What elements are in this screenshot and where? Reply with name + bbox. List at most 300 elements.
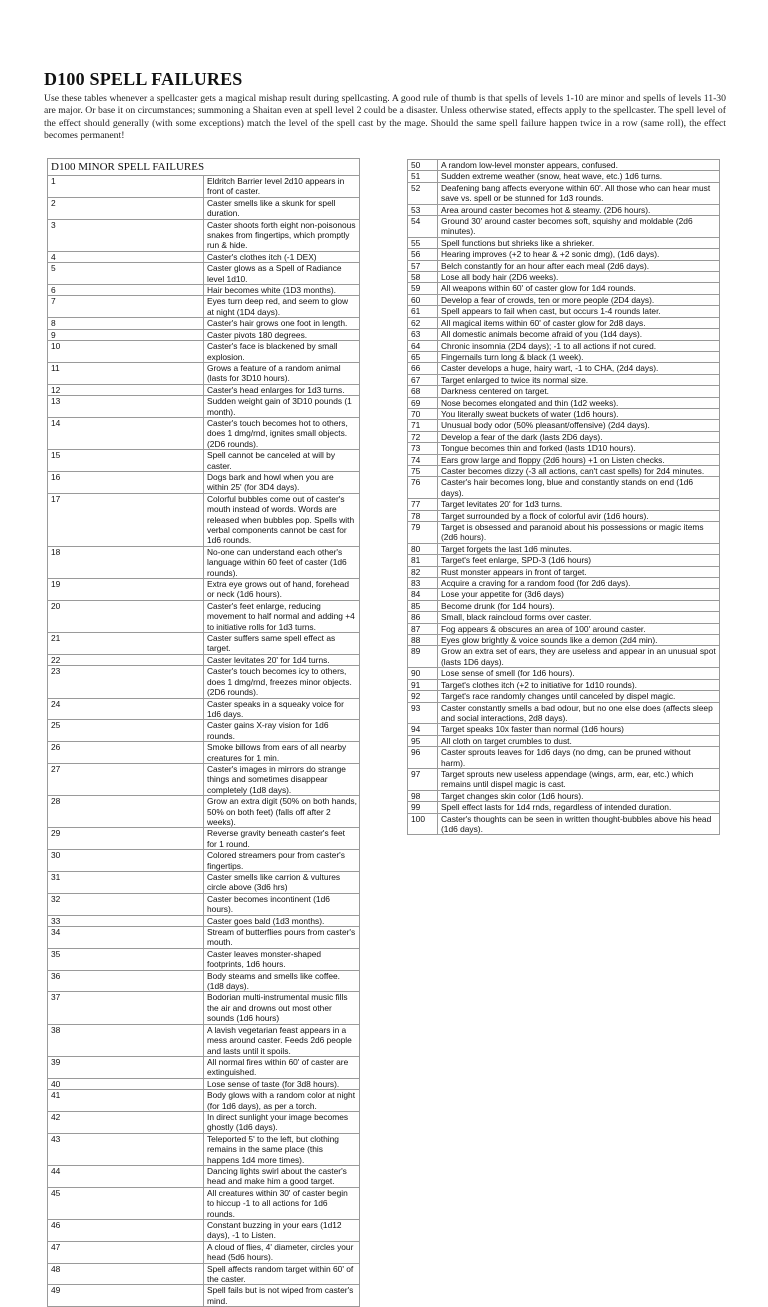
roll-number: 16 (48, 471, 204, 493)
failure-effect: Spell effect lasts for 1d4 rnds, regardless of intended duration. (438, 802, 720, 813)
failure-effect: Grow an extra digit (50% on both hands, 50% on both feet) (falls off after 2 weeks). (204, 796, 360, 828)
failure-effect: Target levitates 20' for 1d3 turns. (438, 499, 720, 510)
failure-effect: Caster suffers same spell effect as target. (204, 633, 360, 655)
table-row (48, 493, 360, 546)
failure-effect: Grow an extra set of ears, they are useless and appear in an unusual spot (lasts 1D6 days). (438, 646, 720, 668)
failure-effect: Target changes skin color (1d6 hours). (438, 790, 720, 801)
failure-effect: Dogs bark and howl when you are within 25' (for 3D4 days). (204, 471, 360, 493)
failure-effect: Grows a feature of a random animal (lasts for 3D10 hours). (204, 362, 360, 384)
table-row (48, 1165, 360, 1187)
table-row (48, 763, 360, 795)
failure-effect: Eyes glow brightly & voice sounds like a demon (2d4 min). (438, 635, 720, 646)
table-row (48, 1187, 360, 1219)
table-row (408, 260, 720, 271)
roll-number: 51 (408, 171, 438, 182)
roll-number: 82 (408, 566, 438, 577)
table-row (408, 351, 720, 362)
table-row (48, 296, 360, 318)
roll-number: 96 (408, 747, 438, 769)
roll-number: 9 (48, 329, 204, 340)
roll-number: 61 (408, 306, 438, 317)
table-row (408, 272, 720, 283)
table-row (48, 471, 360, 493)
table-row (48, 742, 360, 764)
minor-failures-table-right (407, 159, 720, 835)
table-row (408, 600, 720, 611)
failure-effect: Eyes turn deep red, and seem to glow at night (1D4 days). (204, 296, 360, 318)
roll-number: 94 (408, 724, 438, 735)
table-row (48, 362, 360, 384)
failure-effect: Target forgets the last 1d6 minutes. (438, 543, 720, 554)
roll-number: 66 (408, 363, 438, 374)
failure-effect: Spell functions but shrieks like a shrieker. (438, 237, 720, 248)
failure-effect: All cloth on target crumbles to dust. (438, 735, 720, 746)
roll-number: 15 (48, 450, 204, 472)
failure-effect: Dancing lights swirl about the caster's head and make him a good target. (204, 1165, 360, 1187)
intro-paragraph: Use these tables whenever a spellcaster gets a magical mishap result during spellcasting. A good rule of thumb is that spells of levels 1-10 are minor and spells of levels 11-30 are major. Or base it on circumstances; summoning a Shaitan even at spell level 2 could be a disaster. Unless otherwise stated, effects apply to the spellcaster. The spell level of the effect should generally (with some exceptions) match the level of the spell cast by the mage. Should the same spell failure happen twice in a row (same roll), the effect becomes permanent! (44, 93, 726, 142)
roll-number: 23 (48, 666, 204, 698)
failure-effect: Target's clothes itch (+2 to initiative for 1d10 rounds). (438, 679, 720, 690)
failure-effect: Caster's clothes itch (-1 DEX) (204, 251, 360, 262)
table-row (408, 374, 720, 385)
failure-effect: Caster smells like carrion & vultures circle above (3d6 hrs) (204, 872, 360, 894)
table-row (48, 285, 360, 296)
roll-number: 64 (408, 340, 438, 351)
roll-number: 47 (48, 1241, 204, 1263)
table-row (408, 306, 720, 317)
roll-number: 10 (48, 341, 204, 363)
roll-number: 20 (48, 600, 204, 632)
roll-number: 50 (408, 160, 438, 171)
failure-effect: Caster constantly smells a bad odour, but no one else does (affects sleep and social interactions, 2d8 days). (438, 702, 720, 724)
roll-number: 62 (408, 317, 438, 328)
table-row (408, 317, 720, 328)
table-row (408, 329, 720, 340)
roll-number: 25 (48, 720, 204, 742)
failure-effect: Spell affects random target within 60' of the caster. (204, 1263, 360, 1285)
failure-effect: Smoke billows from ears of all nearby creatures for 1 min. (204, 742, 360, 764)
table-row (408, 237, 720, 248)
table-row (408, 566, 720, 577)
table-row (48, 1220, 360, 1242)
roll-number: 3 (48, 219, 204, 251)
failure-effect: Ears grow large and floppy (2d6 hours) +1 on Listen checks. (438, 454, 720, 465)
table-row (408, 589, 720, 600)
roll-number: 88 (408, 635, 438, 646)
roll-number: 84 (408, 589, 438, 600)
roll-number: 41 (48, 1090, 204, 1112)
table-row (408, 363, 720, 374)
roll-number: 33 (48, 915, 204, 926)
roll-number: 57 (408, 260, 438, 271)
failure-effect: Become drunk (for 1d4 hours). (438, 600, 720, 611)
table-row (408, 454, 720, 465)
table-row (408, 386, 720, 397)
minor-failures-table-left (47, 158, 360, 1307)
roll-number: 79 (408, 522, 438, 544)
roll-number: 18 (48, 546, 204, 578)
table-row (48, 1241, 360, 1263)
failure-effect: Body glows with a random color at night (for 1d6 days), as per a torch. (204, 1090, 360, 1112)
failure-effect: Acquire a craving for a random food (for 2d6 days). (438, 578, 720, 589)
roll-number: 73 (408, 443, 438, 454)
table-row (48, 546, 360, 578)
table-row (408, 691, 720, 702)
failure-effect: Small, black raincloud forms over caster. (438, 612, 720, 623)
table-row (408, 431, 720, 442)
roll-number: 91 (408, 679, 438, 690)
table-row (408, 397, 720, 408)
failure-effect: Caster develops a huge, hairy wart, -1 to CHA, (2d4 days). (438, 363, 720, 374)
roll-number: 27 (48, 763, 204, 795)
roll-number: 6 (48, 285, 204, 296)
roll-number: 80 (408, 543, 438, 554)
roll-number: 89 (408, 646, 438, 668)
table-row (48, 579, 360, 601)
roll-number: 65 (408, 351, 438, 362)
roll-number: 38 (48, 1024, 204, 1056)
failure-effect: Lose sense of taste (for 3d8 hours). (204, 1078, 360, 1089)
failure-effect: Area around caster becomes hot & steamy. (2D6 hours). (438, 204, 720, 215)
failure-effect: Fog appears & obscures an area of 100' around caster. (438, 623, 720, 634)
failure-effect: Target surrounded by a flock of colorful avir (1d6 hours). (438, 510, 720, 521)
failure-effect: Caster's hair grows one foot in length. (204, 318, 360, 329)
roll-number: 49 (48, 1285, 204, 1307)
roll-number: 63 (408, 329, 438, 340)
failure-effect: Deafening bang affects everyone within 60'. All those who can hear must save vs. spell or be stunned for 1d3 rounds. (438, 182, 720, 204)
roll-number: 81 (408, 555, 438, 566)
roll-number: 28 (48, 796, 204, 828)
failure-effect: Caster gains X-ray vision for 1d6 rounds. (204, 720, 360, 742)
table-body-right (408, 160, 720, 835)
roll-number: 7 (48, 296, 204, 318)
table-row (48, 1078, 360, 1089)
failure-effect: Extra eye grows out of hand, forehead or neck (1d6 hours). (204, 579, 360, 601)
roll-number: 35 (48, 948, 204, 970)
failure-effect: No-one can understand each other's language within 60 feet of caster (1d6 rounds). (204, 546, 360, 578)
failure-effect: Caster shoots forth eight non-poisonous snakes from fingertips, which promptly run & hide. (204, 219, 360, 251)
table-row (408, 790, 720, 801)
failure-effect: Tongue becomes thin and forked (lasts 1D10 hours). (438, 443, 720, 454)
roll-number: 42 (48, 1111, 204, 1133)
table-row (408, 612, 720, 623)
failure-effect: Colorful bubbles come out of caster's mouth instead of words. Words are released when bubbles pop. Spells with verbal components cannot be cast for 1d6 rounds. (204, 493, 360, 546)
failure-effect: Target's race randomly changes until canceled by dispel magic. (438, 691, 720, 702)
table-row (408, 802, 720, 813)
table-row (48, 1111, 360, 1133)
table-row (48, 850, 360, 872)
roll-number: 70 (408, 408, 438, 419)
table-row (408, 465, 720, 476)
table-row (48, 600, 360, 632)
table-row (48, 1263, 360, 1285)
table-row (48, 992, 360, 1024)
roll-number: 59 (408, 283, 438, 294)
roll-number: 34 (48, 927, 204, 949)
roll-number: 1 (48, 176, 204, 198)
table-row (408, 668, 720, 679)
failure-effect: Target is obsessed and paranoid about his possessions or magic items (2d6 hours). (438, 522, 720, 544)
roll-number: 43 (48, 1133, 204, 1165)
roll-number: 67 (408, 374, 438, 385)
roll-number: 54 (408, 216, 438, 238)
failure-effect: Develop a fear of crowds, ten or more people (2D4 days). (438, 294, 720, 305)
roll-number: 87 (408, 623, 438, 634)
table-row (48, 720, 360, 742)
failure-effect: Target speaks 10x faster than normal (1d6 hours) (438, 724, 720, 735)
failure-effect: Target enlarged to twice its normal size. (438, 374, 720, 385)
table-row (48, 341, 360, 363)
table-row (48, 318, 360, 329)
failure-effect: Caster smells like a skunk for spell duration. (204, 197, 360, 219)
failure-effect: Fingernails turn long & black (1 week). (438, 351, 720, 362)
roll-number: 24 (48, 698, 204, 720)
table-row (48, 698, 360, 720)
roll-number: 5 (48, 263, 204, 285)
roll-number: 86 (408, 612, 438, 623)
table-row (48, 1090, 360, 1112)
roll-number: 92 (408, 691, 438, 702)
roll-number: 98 (408, 790, 438, 801)
failure-effect: Caster speaks in a squeaky voice for 1d6 days. (204, 698, 360, 720)
failure-effect: Colored streamers pour from caster's fingertips. (204, 850, 360, 872)
roll-number: 30 (48, 850, 204, 872)
roll-number: 13 (48, 396, 204, 418)
failure-effect: Sudden weight gain of 3D10 pounds (1 month). (204, 396, 360, 418)
table-row (408, 408, 720, 419)
roll-number: 29 (48, 828, 204, 850)
roll-number: 85 (408, 600, 438, 611)
table-row (408, 543, 720, 554)
failure-effect: A lavish vegetarian feast appears in a mess around caster. Feeds 2d6 people and lasts until it spoils. (204, 1024, 360, 1056)
failure-effect: Spell cannot be canceled at will by caster. (204, 450, 360, 472)
table-row (48, 251, 360, 262)
table-row (408, 679, 720, 690)
roll-number: 72 (408, 431, 438, 442)
table-row (48, 450, 360, 472)
table-row (408, 249, 720, 260)
failure-effect: Caster goes bald (1d3 months). (204, 915, 360, 926)
table-row (408, 747, 720, 769)
failure-effect: Spell appears to fail when cast, but occurs 1-4 rounds later. (438, 306, 720, 317)
failure-effect: Caster's touch becomes icy to others, does 1 dmg/rnd, freezes minor objects. (2D6 rounds). (204, 666, 360, 698)
failure-effect: Target sprouts new useless appendage (wings, arm, ear, etc.) which remains until dispel magic is cast. (438, 768, 720, 790)
table-row (48, 927, 360, 949)
table-row (48, 417, 360, 449)
failure-effect: In direct sunlight your image becomes ghostly (1d6 days). (204, 1111, 360, 1133)
failure-effect: Unusual body odor (50% pleasant/offensive) (2d4 days). (438, 420, 720, 431)
roll-number: 40 (48, 1078, 204, 1089)
failure-effect: Body steams and smells like coffee. (1d8 days). (204, 970, 360, 992)
table-row (408, 510, 720, 521)
failure-effect: Lose all body hair (2D6 weeks). (438, 272, 720, 283)
roll-number: 83 (408, 578, 438, 589)
roll-number: 90 (408, 668, 438, 679)
roll-number: 26 (48, 742, 204, 764)
table-row (408, 294, 720, 305)
failure-effect: Bodorian multi-instrumental music fills the air and drowns out most other sounds (1d6 hours) (204, 992, 360, 1024)
table-row (408, 499, 720, 510)
table-row (48, 384, 360, 395)
table-row (408, 555, 720, 566)
roll-number: 17 (48, 493, 204, 546)
roll-number: 55 (408, 237, 438, 248)
failure-effect: Caster's feet enlarge, reducing movement to half normal and adding +4 to initiative rolls for 1d3 turns. (204, 600, 360, 632)
failure-effect: Spell fails but is not wiped from caster's mind. (204, 1285, 360, 1307)
failure-effect: You literally sweat buckets of water (1d6 hours). (438, 408, 720, 419)
roll-number: 22 (48, 654, 204, 665)
roll-number: 36 (48, 970, 204, 992)
table-row (48, 948, 360, 970)
table-row (408, 171, 720, 182)
failure-effect: Belch constantly for an hour after each meal (2d6 days). (438, 260, 720, 271)
roll-number: 46 (48, 1220, 204, 1242)
roll-number: 31 (48, 872, 204, 894)
failure-effect: Lose your appetite for (3d6 days) (438, 589, 720, 600)
failure-effect: Caster becomes dizzy (-3 all actions, can't cast spells) for 2d4 minutes. (438, 465, 720, 476)
table-row (408, 477, 720, 499)
table-row (48, 970, 360, 992)
roll-number: 8 (48, 318, 204, 329)
failure-effect: Caster pivots 180 degrees. (204, 329, 360, 340)
roll-number: 39 (48, 1056, 204, 1078)
failure-effect: Caster leaves monster-shaped footprints, 1d6 hours. (204, 948, 360, 970)
table-row (408, 443, 720, 454)
roll-number: 32 (48, 893, 204, 915)
table-row (48, 1056, 360, 1078)
table-row (48, 396, 360, 418)
table-row (48, 828, 360, 850)
table-row (408, 420, 720, 431)
roll-number: 4 (48, 251, 204, 262)
roll-number: 19 (48, 579, 204, 601)
roll-number: 69 (408, 397, 438, 408)
failure-effect: Caster glows as a Spell of Radiance level 1d10. (204, 263, 360, 285)
roll-number: 45 (48, 1187, 204, 1219)
table-header-row (48, 159, 360, 176)
failure-effect: Hair becomes white (1D3 months). (204, 285, 360, 296)
failure-effect: Lose sense of smell (for 1d6 hours). (438, 668, 720, 679)
table-row (408, 204, 720, 215)
roll-number: 21 (48, 633, 204, 655)
roll-number: 58 (408, 272, 438, 283)
table-row (408, 646, 720, 668)
roll-number: 71 (408, 420, 438, 431)
roll-number: 60 (408, 294, 438, 305)
failure-effect: All domestic animals become afraid of you (1d4 days). (438, 329, 720, 340)
failure-effect: Caster's thoughts can be seen in written thought-bubbles above his head (1d6 days). (438, 813, 720, 835)
roll-number: 37 (48, 992, 204, 1024)
roll-number: 56 (408, 249, 438, 260)
roll-number: 93 (408, 702, 438, 724)
roll-number: 95 (408, 735, 438, 746)
failure-effect: Sudden extreme weather (snow, heat wave, etc.) 1d6 turns. (438, 171, 720, 182)
failure-effect: Reverse gravity beneath caster's feet for 1 round. (204, 828, 360, 850)
table-row (48, 654, 360, 665)
failure-effect: Hearing improves (+2 to hear & +2 sonic dmg), (1d6 days). (438, 249, 720, 260)
failure-effect: A cloud of flies, 4' diameter, circles your head (5d6 hours). (204, 1241, 360, 1263)
table-row (408, 160, 720, 171)
table-heading: D100 MINOR SPELL FAILURES (48, 159, 360, 176)
table-row (408, 702, 720, 724)
roll-number: 76 (408, 477, 438, 499)
table-row (48, 219, 360, 251)
table-row (48, 915, 360, 926)
roll-number: 97 (408, 768, 438, 790)
roll-number: 48 (48, 1263, 204, 1285)
table-row (48, 872, 360, 894)
failure-effect: Caster's face is blackened by small explosion. (204, 341, 360, 363)
table-row (48, 1133, 360, 1165)
failure-effect: Caster levitates 20' for 1d4 turns. (204, 654, 360, 665)
failure-effect: Caster's images in mirrors do strange things and sometimes disappear completely (1d8 days). (204, 763, 360, 795)
failure-effect: All normal fires within 60' of caster are extinguished. (204, 1056, 360, 1078)
table-row (408, 283, 720, 294)
failure-effect: All magical items within 60' of caster glow for 2d8 days. (438, 317, 720, 328)
roll-number: 77 (408, 499, 438, 510)
failure-effect: Eldritch Barrier level 2d10 appears in front of caster. (204, 176, 360, 198)
table-row (408, 635, 720, 646)
table-row (48, 1024, 360, 1056)
failure-effect: Constant buzzing in your ears (1d12 days), -1 to Listen. (204, 1220, 360, 1242)
roll-number: 52 (408, 182, 438, 204)
table-row (408, 216, 720, 238)
failure-effect: A random low-level monster appears, confused. (438, 160, 720, 171)
roll-number: 2 (48, 197, 204, 219)
roll-number: 53 (408, 204, 438, 215)
table-row (408, 768, 720, 790)
table-row (408, 522, 720, 544)
failure-effect: Caster's hair becomes long, blue and constantly stands on end (1d6 days). (438, 477, 720, 499)
failure-effect: Chronic insomnia (2D4 days); -1 to all actions if not cured. (438, 340, 720, 351)
table-row (408, 813, 720, 835)
roll-number: 44 (48, 1165, 204, 1187)
table-row (48, 893, 360, 915)
failure-effect: Caster's head enlarges for 1d3 turns. (204, 384, 360, 395)
table-row (408, 182, 720, 204)
roll-number: 100 (408, 813, 438, 835)
table-row (408, 578, 720, 589)
failure-effect: Darkness centered on target. (438, 386, 720, 397)
table-row (48, 263, 360, 285)
failure-effect: Caster becomes incontinent (1d6 hours). (204, 893, 360, 915)
table-row (408, 724, 720, 735)
failure-effect: Develop a fear of the dark (lasts 2D6 days). (438, 431, 720, 442)
table-row (48, 633, 360, 655)
roll-number: 12 (48, 384, 204, 395)
table-row (408, 340, 720, 351)
table-row (408, 623, 720, 634)
failure-effect: All creatures within 30' of caster begin to hiccup -1 to all actions for 1d6 rounds. (204, 1187, 360, 1219)
roll-number: 14 (48, 417, 204, 449)
table-row (48, 796, 360, 828)
failure-effect: Stream of butterflies pours from caster's mouth. (204, 927, 360, 949)
failure-effect: All weapons within 60' of caster glow for 1d4 rounds. (438, 283, 720, 294)
roll-number: 99 (408, 802, 438, 813)
roll-number: 68 (408, 386, 438, 397)
failure-effect: Target's feet enlarge, SPD-3 (1d6 hours) (438, 555, 720, 566)
table-row (48, 666, 360, 698)
failure-effect: Nose becomes elongated and thin (1d2 weeks). (438, 397, 720, 408)
failure-effect: Caster's touch becomes hot to others, does 1 dmg/rnd, ignites small objects. (2D6 rounds). (204, 417, 360, 449)
roll-number: 78 (408, 510, 438, 521)
failure-effect: Rust monster appears in front of target. (438, 566, 720, 577)
failure-effect: Teleported 5' to the left, but clothing remains in the same place (this happens 1d4 more times). (204, 1133, 360, 1165)
roll-number: 75 (408, 465, 438, 476)
document-title: D100 SPELL FAILURES (44, 69, 243, 89)
table-row (48, 176, 360, 198)
table-row (48, 197, 360, 219)
